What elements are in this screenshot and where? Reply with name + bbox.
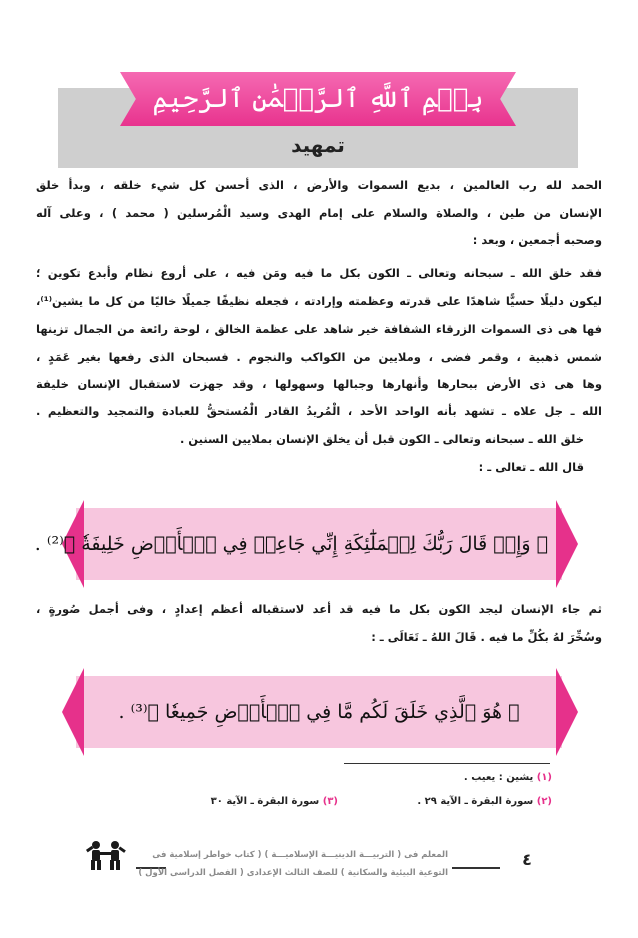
verse-2: ﴿ هُوَ ٱلَّذِي خَلَقَ لَكُم مَّا فِي ٱلۡأَرۡضِ جَمِيعٗا ﴾⁽³⁾ . (118, 701, 520, 723)
basmala-text: بِسۡمِ ٱللَّهِ ٱلرَّحۡمَٰنِ ٱلرَّحِيمِ (152, 84, 484, 114)
footnote-2-text: سورة البقرة ـ الآية ٢٩ . (417, 796, 534, 807)
after-line-1: ثم جاء الإنسان ليجد الكون بكل ما فيه قد أعد لاستقباله أعظم إعدادٍ ، وفى أجمل صُورةٍ ، (36, 602, 602, 616)
creation-line: خلق الله ـ سبحانه وتعالى ـ الكون قبل أن يخلق الإنسان بملايين السنين . (179, 432, 584, 446)
intro-line-1: الحمد لله رب العالمين ، بديع السموات والأرض ، الذى أحسن كل شيء خلقه ، وبدأ خلق (36, 178, 602, 192)
intro-line-3: وصحبه أجمعين ، وبعد : (472, 233, 602, 247)
footnote-3-number: (٣) (322, 796, 338, 807)
chevron-right-icon (556, 500, 578, 588)
footer-line-1: المعلم فى ( التربيـــة الدينيـــة الإسلاميـــة ) ( كتاب خواطر إسلامية فى (152, 850, 448, 860)
page-number: ٤ (522, 850, 532, 869)
footer-line-2: التوعية البيئية والسكانية ) للصف الثالث الإعدادى ( الفصل الدراسى الأول ) (138, 868, 448, 878)
body-line-4: شمس ذهبية ، وقمر فضى ، وملايين من الكواكب والنجوم . فسبحان الذى رفعها بغير عَمَدٍ ، (36, 350, 602, 364)
footnote-1 (464, 772, 552, 783)
body-line-3: فها هى ذى السموات الزرقاء الشفافة خير شاهد على عظمة الخالق ، لوحة رائعة من الجمال تزينها (36, 322, 602, 336)
footnote-1-number: (١) (536, 772, 552, 783)
section-title: تمهيد (291, 133, 345, 157)
footnote-3 (211, 796, 338, 807)
footnote-2 (417, 796, 552, 807)
footer-rule-right (452, 867, 500, 869)
verse-1: ﴿ وَإِذۡ قَالَ رَبُّكَ لِلۡمَلَٰٓئِكَةِ إِنِّي جَاعِلٞ فِي ٱلۡأَرۡضِ خَلِيفَةٗ ﴾⁽²⁾ . (34, 533, 548, 555)
footnote-rule (344, 763, 550, 764)
chevron-right-icon (556, 668, 578, 756)
footnote-2-number: (٢) (536, 796, 552, 807)
body-line-5: وها هى ذى الأرض ببحارها وأنهارها وجبالها وسهولها ، وقد جهزت لاستقبال الإنسان خليفة (36, 377, 602, 391)
chevron-left-icon (62, 668, 84, 756)
footnote-1-text: يشين : يعيب . (463, 772, 534, 783)
footnote-3-text: سورة البقرة ـ الآية ٣٠ (210, 796, 320, 807)
body-line-1: فقد خلق الله ـ سبحانه وتعالى ـ الكون بكل ما فيه ومَن فيه ، على أروع نظام وأبدع تكوين ؛ (36, 266, 602, 280)
body-line-6: الله ـ جل علاه ـ تشهد بأنه الواحد الأحد ، الْمُريدُ القادر الْمُستحقُّ للعبادة والتمجيد والتعظيم . (36, 404, 602, 418)
intro-line-2: الإنسان من طين ، والصلاة والسلام على إمام الهدى وسيد الْمُرسلين ( محمد ) ، وعلى آله (36, 206, 602, 220)
body-line-2: ليكون دليلًا حسيًّا شاهدًا على قدرته وعظمته وإرادته ، فجعله نظيفًا جميلًا خاليًا من كل ما يشين⁽¹⁾، (36, 294, 602, 308)
said-line: قال الله ـ تعالى ـ : (478, 460, 584, 474)
children-logo-icon (86, 838, 126, 872)
after-line-2: وسُخِّرَ لهُ بكُلِّ ما فيه . قَالَ اللهُ ـ تَعَالَى ـ : (371, 630, 602, 644)
